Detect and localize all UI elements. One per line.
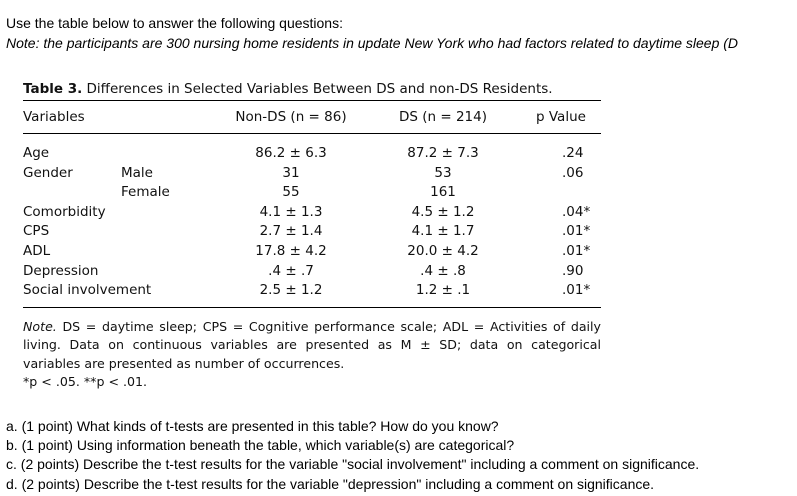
- header-p-value: p Value: [536, 109, 586, 125]
- row-variable: ADL: [23, 242, 51, 259]
- row-ds-value: 20.0 ± 4.2: [407, 242, 479, 259]
- header-ds: DS (n = 214): [398, 109, 488, 125]
- table-row: [23, 281, 601, 301]
- table-note-significance: *p < .05. **p < .01.: [23, 374, 148, 390]
- row-ds-value: 4.5 ± 1.2: [411, 203, 475, 220]
- table-row: [23, 222, 601, 242]
- row-ds-value: 161: [430, 184, 456, 201]
- row-p-value: .06: [562, 164, 584, 181]
- header-nonds: Non-DS (n = 86): [235, 109, 347, 125]
- table-note-text: DS = daytime sleep; CPS = Cognitive performance scale; ADL = Activities of daily living. Data on continuous variables are presented as M ± SD; data on categorical variables are presented as number of occurrences.: [23, 318, 601, 371]
- row-p-value: .01*: [562, 223, 591, 240]
- row-nonds-value: 4.1 ± 1.3: [259, 203, 323, 220]
- table-row: [23, 203, 601, 223]
- row-nonds-value: 55: [282, 184, 300, 201]
- instructions-line: Use the table below to answer the following questions:: [6, 15, 343, 31]
- row-ds-value: 1.2 ± .1: [415, 282, 471, 299]
- table-header-row: [23, 101, 601, 133]
- row-ds-value: 4.1 ± 1.7: [411, 223, 475, 240]
- table-row: [23, 183, 601, 203]
- row-ds-value: 87.2 ± 7.3: [407, 145, 479, 161]
- table-caption-label: Table 3.: [23, 81, 83, 97]
- row-variable: Social involvement: [23, 282, 152, 299]
- row-p-value: .01*: [562, 282, 591, 299]
- table-note-label: Note.: [23, 318, 57, 334]
- row-ds-value: .4 ± .8: [420, 262, 466, 279]
- row-nonds-value: 2.7 ± 1.4: [259, 223, 323, 240]
- question-a: a. (1 point) What kinds of t-tests are presented in this table? How do you know?: [6, 418, 499, 434]
- header-variables: Variables: [23, 109, 85, 125]
- row-variable: Gender: [23, 164, 73, 181]
- row-subgroup: Male: [121, 164, 153, 181]
- table-row: [23, 242, 601, 262]
- question-b: b. (1 point) Using information beneath the table, which variable(s) are categorical?: [6, 437, 515, 454]
- question-d: d. (2 points) Describe the t-test results for the variable "depression" including a comment on significance.: [6, 475, 655, 492]
- row-nonds-value: 31: [282, 164, 300, 181]
- row-variable: Comorbidity: [23, 203, 106, 220]
- row-nonds-value: 17.8 ± 4.2: [255, 242, 327, 259]
- row-variable: Age: [23, 145, 50, 161]
- row-variable: Depression: [23, 262, 99, 279]
- table-caption-text: Differences in Selected Variables Between DS and non-DS Residents.: [82, 81, 553, 97]
- table-note-definitions: [23, 318, 601, 374]
- row-variable: CPS: [23, 223, 50, 240]
- participants-note: Note: the participants are 300 nursing home residents in update New York who had factors related to daytime sleep (D: [6, 35, 739, 51]
- table-row: [23, 262, 601, 282]
- row-p-value: .24: [562, 145, 584, 161]
- question-c: c. (2 points) Describe the t-test results for the variable "social involvement" including a comment on significance.: [6, 456, 700, 473]
- table-body: [23, 144, 601, 301]
- row-nonds-value: 86.2 ± 6.3: [255, 145, 327, 161]
- table-row: [23, 144, 601, 164]
- table-row: [23, 164, 601, 184]
- question-list: [6, 417, 797, 494]
- row-subgroup: Female: [121, 184, 170, 201]
- table-notes: [23, 318, 601, 392]
- instructions: [6, 13, 797, 53]
- row-p-value: .04*: [562, 203, 591, 220]
- results-table: [23, 78, 601, 392]
- row-nonds-value: 2.5 ± 1.2: [259, 282, 323, 299]
- table-caption: [23, 78, 601, 100]
- table-bottom-rule: [23, 307, 601, 308]
- row-p-value: .01*: [562, 242, 591, 259]
- row-ds-value: 53: [434, 164, 452, 181]
- row-p-value: .90: [562, 262, 584, 279]
- row-nonds-value: .4 ± .7: [268, 262, 314, 279]
